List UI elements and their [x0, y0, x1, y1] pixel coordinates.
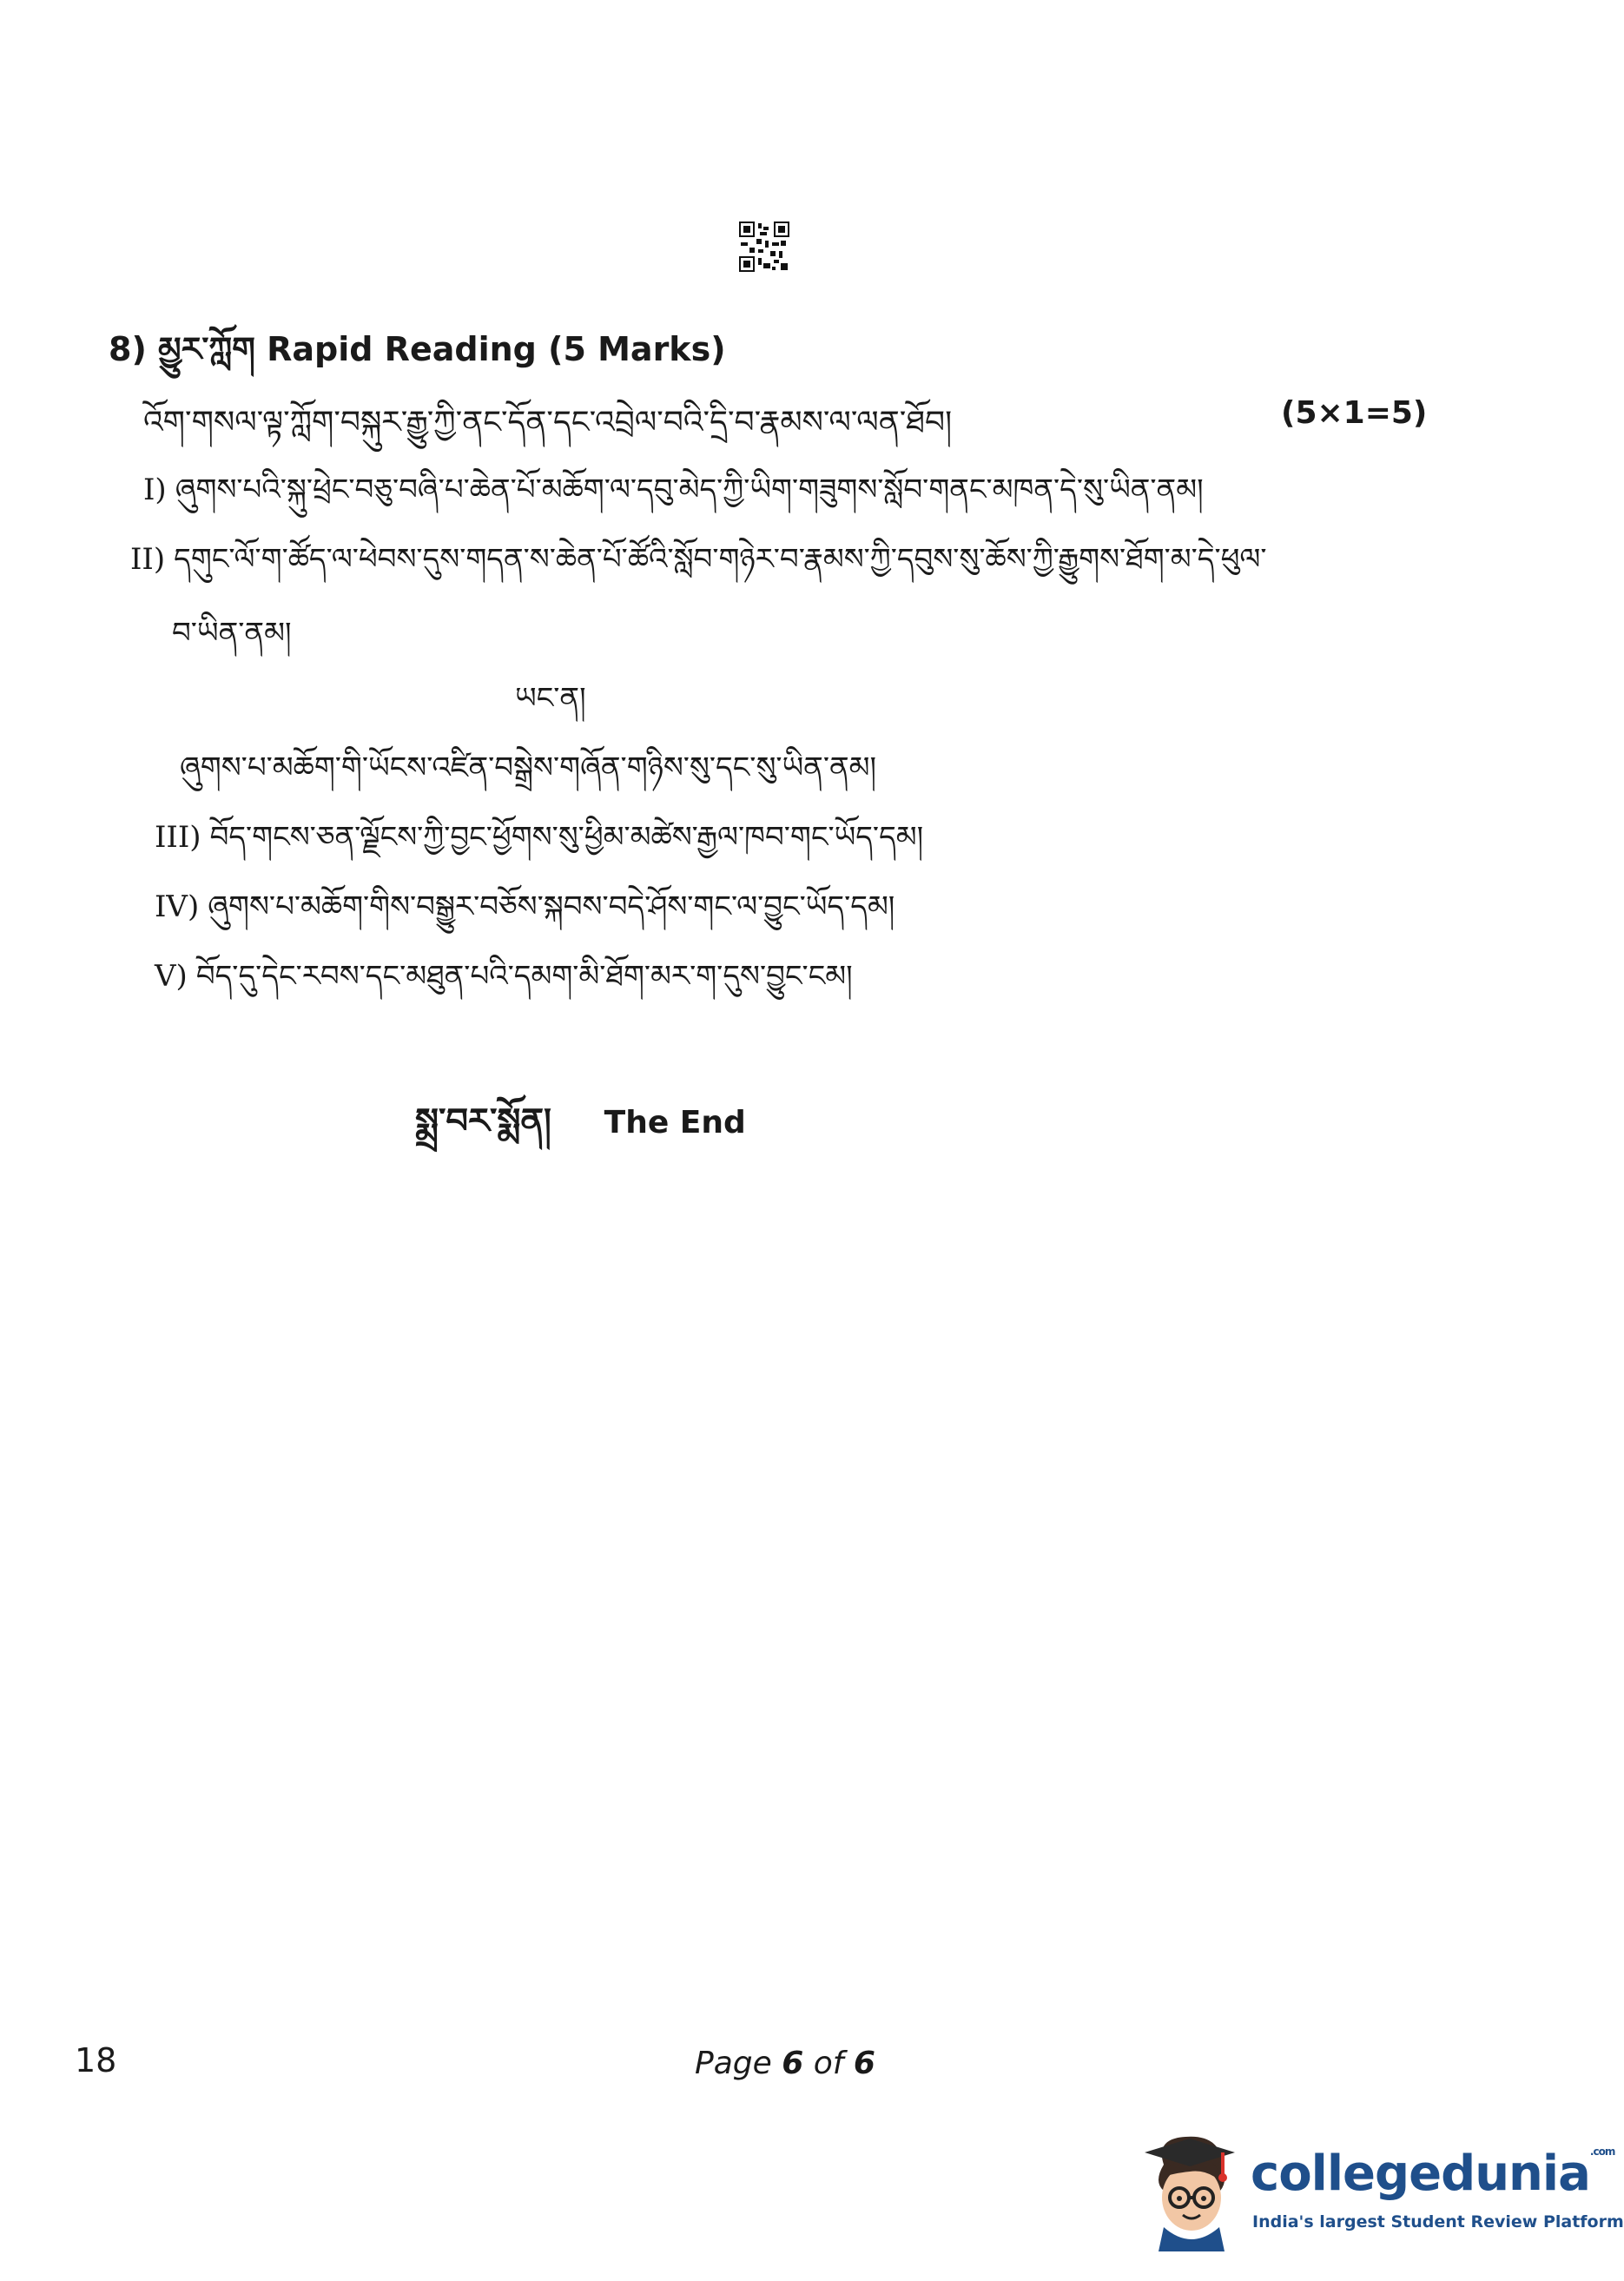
qr-code-icon — [739, 221, 789, 272]
collegedunia-logo — [1138, 2130, 1624, 2251]
question-2-alternative: ཞུགས་པ་མཆོག་གི་ཡོངས་འཛིན་བསྒྲེས་གཞོན་གཉིས་སུ་དང་སུ་ཡིན་ནམ། — [180, 750, 877, 785]
question-2-continued: བ་ཡིན་ནམ། — [172, 616, 292, 651]
end-tibetan: སྨྲ་བར་སྨོན། — [415, 1101, 551, 1141]
brand-name: collegedunia$^{.com}$ — [1251, 2145, 1615, 2202]
section-title-english: Rapid Reading (5 Marks) — [267, 330, 726, 368]
the-end — [415, 1081, 746, 1180]
instruction-text: འོག་གསལ་ལྟ་ཀློག་བསྐུར་རྒྱུ་ཀྱི་ནང་དོན་དང་འབྲེལ་བའི་དྲི་བ་རྣམས་ལ་ལན་ཐོབ། — [143, 405, 953, 440]
section-number: 8) — [109, 330, 147, 368]
question-3: III) བོད་གངས་ཅན་ལྗོངས་ཀྱི་བྱང་ཕྱོགས་སུ་ཕྱིམ་མཚེས་རྒྱལ་ཁབ་གང་ཡོད་དམ། — [155, 820, 924, 855]
question-2: II) དགུང་ལོ་ག་ཚོད་ལ་ཕེབས་དུས་གདན་ས་ཆེན་པོ་ཚོའི་སློབ་གཉེར་བ་རྣམས་ཀྱི་དབུས་སུ་ཆོས་ཀྱི་རྒྱུགས་ཐོག་མ་དེ་ཕུལ་ — [130, 542, 1267, 577]
student-mascot-icon — [1138, 2130, 1242, 2251]
page-indicator: Page 6 of 6 — [695, 2046, 875, 2081]
page-number: 18 — [75, 2041, 117, 2079]
section-title-tibetan: མྱུར་ཀློག — [158, 329, 255, 368]
question-4: IV) ཞུགས་པ་མཆོག་གིས་བསྒྱུར་བཅོས་སྐབས་བདེ་ཤོས་གང་ལ་བྱུང་ཡོད་དམ། — [155, 889, 895, 924]
question-1: I) ཞུགས་པའི་སྐུ་ཕྲེང་བཅུ་བཞི་པ་ཆེན་པོ་མཆོག་ལ་དབུ་མེད་ཀྱི་ཡིག་གཟུགས་སློབ་གནང་མཁན་དེ་སུ་ཡིན་ནམ། — [143, 473, 1204, 507]
alternative-or: ཡང་ན། — [515, 681, 586, 716]
end-english: The End — [604, 1105, 746, 1140]
marks-label: (5×1=5) — [1281, 395, 1428, 431]
brand-tagline: India's largest Student Review Platform — [1252, 2212, 1624, 2231]
question-5: V) བོད་དུ་དེང་རབས་དང་མཐུན་པའི་དམག་མི་ཐོག་མར་ག་དུས་བྱུང་ངམ། — [155, 959, 853, 994]
